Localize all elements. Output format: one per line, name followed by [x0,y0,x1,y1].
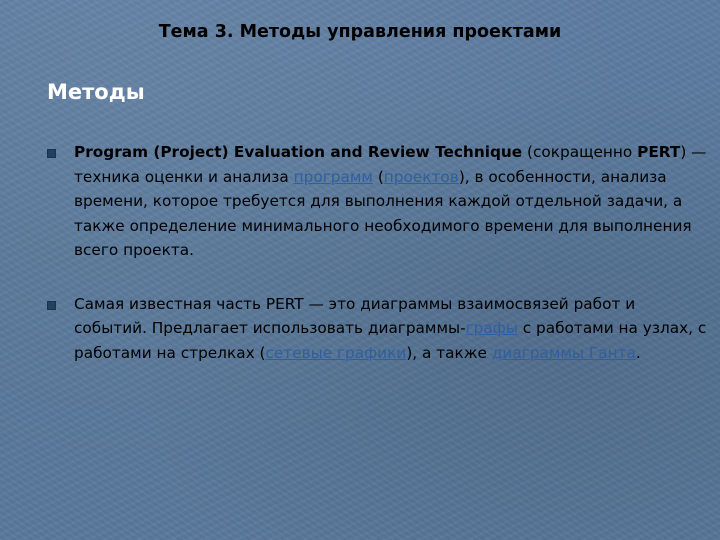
bullet-list [47,140,712,365]
text-fragment: ), в особенности, анализа времени, которое требуется для выполнения каждой отдельной задачи, а также определение минимального необходимого времени для выполнения всего проекта. [74,167,692,259]
graphs-link[interactable]: графы [465,319,518,337]
text-fragment: Самая известная часть PERT — это диаграммы взаимосвязей работ и событий. Предлагает использовать диаграммы- [74,294,636,337]
text-fragment: ), а также [406,343,492,362]
text-fragment: с работами на узлах, с работами на стрелках ( [74,319,707,362]
projects-link[interactable]: проектов [383,167,459,186]
text-fragment: ( [372,167,384,186]
square-bullet-icon [47,149,56,158]
bullet-text [74,295,706,362]
bullet-item-pert [47,140,712,263]
section-heading: Методы [47,80,145,104]
bullet-text [74,143,706,259]
slide-title: Тема 3. Методы управления проектами [158,22,562,42]
programs-link[interactable]: программ [293,167,373,186]
bullet-item-diagrams [47,292,712,366]
square-bullet-icon [47,301,56,310]
text-fragment: (сокращенно [522,143,638,161]
gantt-charts-link[interactable]: диаграммы Ганта [491,343,636,362]
text-fragment: ) — техника оценки и анализа [74,143,707,186]
pert-term: Program (Project) Evaluation and Review Technique [74,143,523,161]
text-fragment: . [635,343,641,362]
pert-abbr: PERT [637,143,681,161]
network-charts-link[interactable]: сетевые графики [265,343,407,362]
